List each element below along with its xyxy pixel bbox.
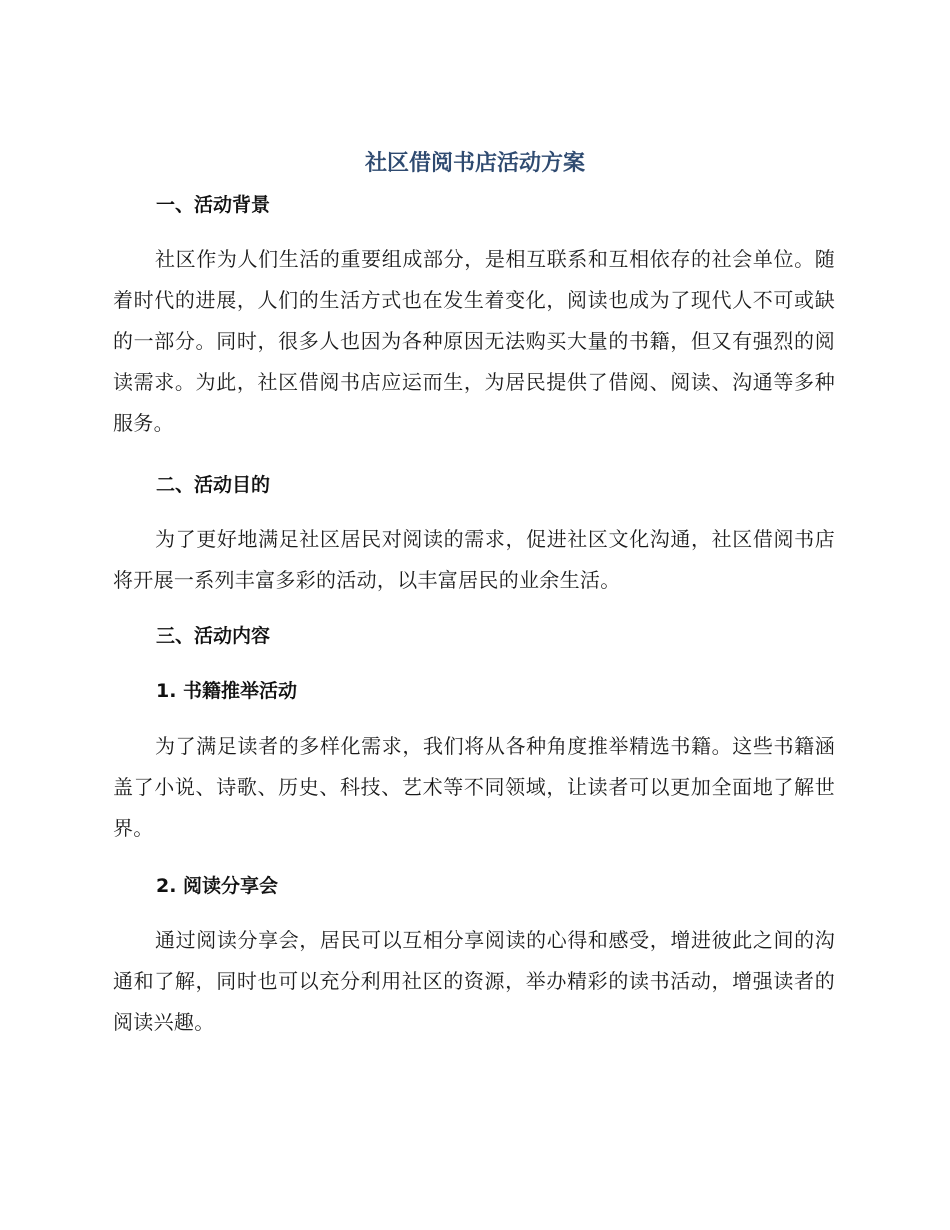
subsection-heading-reading-sharing: 2. 阅读分享会 (156, 875, 279, 897)
section-heading-purpose: 二、活动目的 (156, 474, 271, 496)
document-title: 社区借阅书店活动方案 (364, 151, 585, 176)
paragraph-book-recommendation: 为了满足读者的多样化需求，我们将从各种角度推举精选书籍。这些书籍涵盖了小说、诗歌、历史、科技、艺术等不同领域，让读者可以更加全面地了解世界。 (113, 734, 835, 840)
paragraph-background: 社区作为人们生活的重要组成部分，是相互联系和互相依存的社会单位。随着时代的进展，人们的生活方式也在发生着变化，阅读也成为了现代人不可或缺的一部分。同时，很多人也因为各种原因无法购买大量的书籍，但又有强烈的阅读需求。为此，社区借阅书店应运而生，为居民提供了借阅、阅读、沟通等多种服务。 (113, 247, 835, 435)
section-heading-background: 一、活动背景 (156, 194, 271, 216)
paragraph-reading-sharing: 通过阅读分享会，居民可以互相分享阅读的心得和感受，增进彼此之间的沟通和了解，同时也可以充分利用社区的资源，举办精彩的读书活动，增强读者的阅读兴趣。 (113, 928, 835, 1034)
subsection-heading-book-recommendation: 1. 书籍推举活动 (156, 680, 298, 702)
section-heading-content: 三、活动内容 (156, 625, 271, 647)
paragraph-purpose: 为了更好地满足社区居民对阅读的需求，促进社区文化沟通，社区借阅书店将开展一系列丰富多彩的活动，以丰富居民的业余生活。 (113, 527, 835, 592)
